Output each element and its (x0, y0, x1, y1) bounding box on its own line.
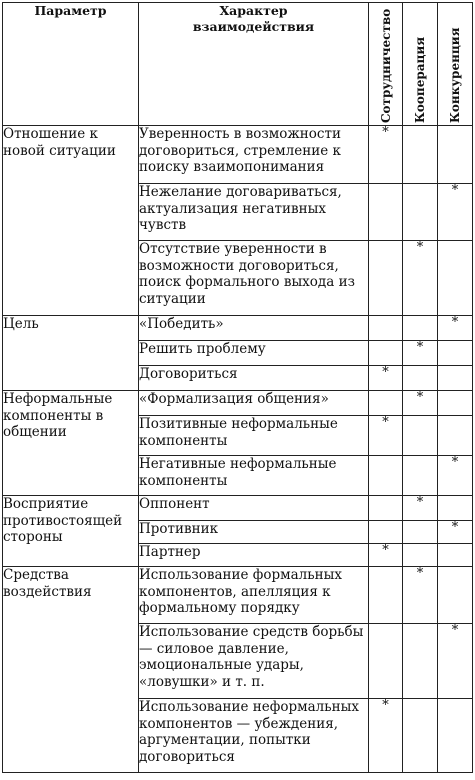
mark-cell (438, 496, 473, 521)
mark-cell: * (403, 391, 438, 416)
parameter-cell: Средства воздействия (3, 567, 139, 773)
mark-cell: * (438, 184, 473, 241)
character-cell: Позитивные неформальные компоненты (139, 416, 369, 456)
header-row (3, 3, 473, 126)
mark-cell: * (403, 341, 438, 366)
mark-cell (438, 699, 473, 773)
header-character-line1: Характер (219, 3, 288, 18)
mark-cell (369, 567, 403, 624)
header-character-line2: взаимодействия (192, 19, 315, 35)
header-collaboration-col (403, 3, 438, 126)
header-cooperation-label: Сотрудничество (378, 8, 393, 123)
mark-cell (403, 184, 438, 241)
table-row (3, 567, 473, 624)
mark-cell (403, 521, 438, 544)
character-cell: Использование неформальных компонентов — убеждения, аргументации, попытки договориться (139, 699, 369, 773)
mark-cell: * (403, 496, 438, 521)
mark-cell: * (438, 316, 473, 341)
character-cell: Использование формальных компонентов, апелляция к формальному порядку (139, 567, 369, 624)
mark-cell: * (438, 521, 473, 544)
mark-cell (438, 241, 473, 316)
mark-cell: * (438, 456, 473, 496)
mark-cell (438, 366, 473, 391)
mark-cell (369, 456, 403, 496)
table-row (3, 126, 473, 184)
mark-cell: * (438, 624, 473, 699)
mark-cell (403, 416, 438, 456)
parameter-cell: Отношение к новой ситуации (3, 126, 139, 316)
character-cell: Партнер (139, 544, 369, 567)
mark-cell: * (369, 544, 403, 567)
character-cell: Негативные неформальные компоненты (139, 456, 369, 496)
mark-cell (403, 366, 438, 391)
mark-cell: * (403, 241, 438, 316)
character-cell: «Формализация общения» (139, 391, 369, 416)
header-competition-label: Конкуренция (448, 27, 462, 123)
character-cell: Уверенность в возможности договориться, стремление к поиску взаимопонимания (139, 126, 369, 184)
mark-cell (369, 316, 403, 341)
header-collaboration-label: Кооперация (413, 36, 427, 123)
mark-cell (438, 544, 473, 567)
mark-cell (403, 699, 438, 773)
table-row (3, 496, 473, 521)
mark-cell (438, 567, 473, 624)
mark-cell (403, 126, 438, 184)
parameter-cell: Цель (3, 316, 139, 391)
mark-cell (369, 391, 403, 416)
header-cooperation-col (369, 3, 403, 126)
header-parameter: Параметр (3, 3, 139, 126)
character-cell: Нежелание договариваться, актуализация негативных чувств (139, 184, 369, 241)
table-row (3, 391, 473, 416)
mark-cell (438, 126, 473, 184)
mark-cell (403, 544, 438, 567)
mark-cell (403, 456, 438, 496)
mark-cell (369, 241, 403, 316)
mark-cell: * (369, 126, 403, 184)
character-cell: «Победить» (139, 316, 369, 341)
character-cell: Оппонент (139, 496, 369, 521)
parameter-cell: Неформальные компоненты в общении (3, 391, 139, 496)
parameter-cell: Восприятие противостоящей стороны (3, 496, 139, 567)
character-cell: Решить проблему (139, 341, 369, 366)
interaction-character-table (2, 2, 473, 773)
mark-cell (403, 624, 438, 699)
mark-cell: * (369, 699, 403, 773)
character-cell: Договориться (139, 366, 369, 391)
mark-cell (438, 341, 473, 366)
table-row (3, 316, 473, 341)
mark-cell (369, 184, 403, 241)
mark-cell (438, 391, 473, 416)
header-character (139, 3, 369, 126)
mark-cell (438, 416, 473, 456)
character-cell: Противник (139, 521, 369, 544)
mark-cell (369, 521, 403, 544)
mark-cell (369, 496, 403, 521)
header-competition-col (438, 3, 473, 126)
character-cell: Использование средств борьбы — силовое давление, эмоциональные удары, «ловушки» и т. п. (139, 624, 369, 699)
character-cell: Отсутствие уверенности в возможности договориться, поиск формального выхода из ситуации (139, 241, 369, 316)
mark-cell (369, 624, 403, 699)
mark-cell: * (369, 416, 403, 456)
mark-cell: * (403, 567, 438, 624)
mark-cell (369, 341, 403, 366)
mark-cell: * (369, 366, 403, 391)
mark-cell (403, 316, 438, 341)
